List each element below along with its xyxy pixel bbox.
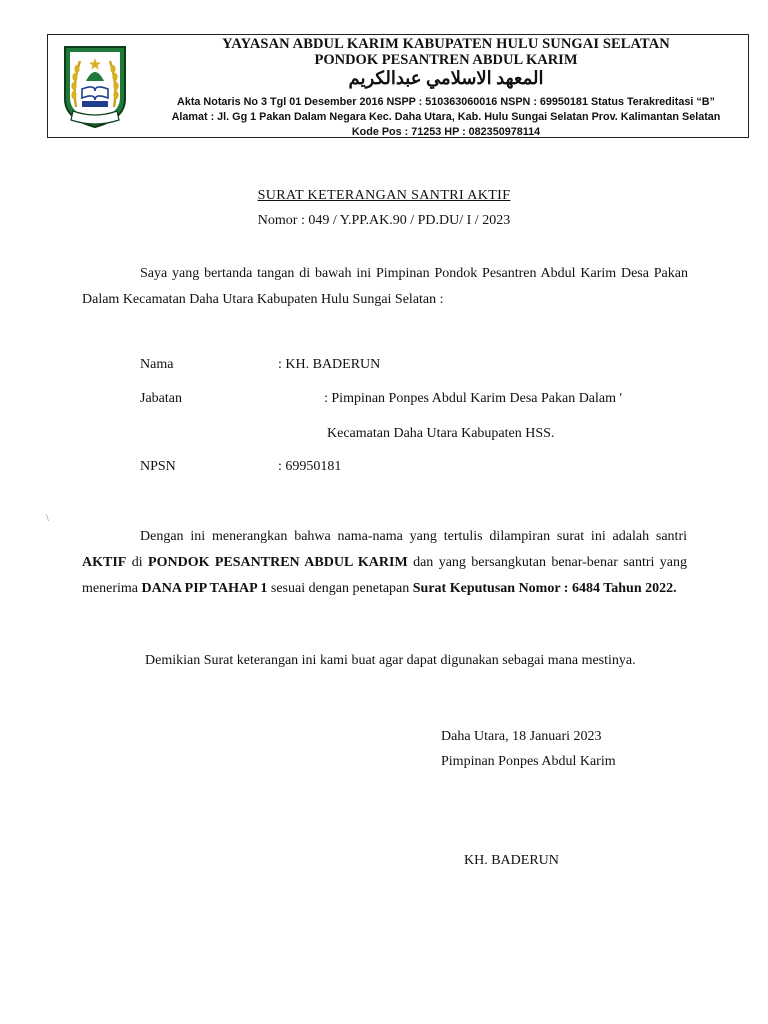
stray-mark: \ (46, 513, 49, 524)
arabic-school-name: المعهد الاسلامي عبدالكريم (348, 68, 544, 88)
npsn-label: NPSN (140, 459, 176, 474)
statement-paragraph (82, 524, 687, 602)
npsn-value: : 69950181 (278, 459, 342, 474)
address-info: Alamat : Jl. Gg 1 Pakan Dalam Negara Kec. Daha Utara, Kab. Hulu Sungai Selatan Prov. Kalimantan Selatan (171, 111, 721, 123)
name-value: : KH. BADERUN (278, 357, 381, 372)
signatory-name: KH. BADERUN (464, 853, 559, 868)
statement-text: sesuai dengan penetapan (267, 581, 413, 596)
statement-bold-fund: DANA PIP TAHAP 1 (141, 581, 268, 596)
letterhead (47, 34, 749, 138)
signature-position: Pimpinan Ponpes Abdul Karim (441, 754, 616, 769)
statement-bold-status: AKTIF (82, 555, 127, 570)
closing-sentence: Demikian Surat keterangan ini kami buat agar dapat digunakan sebagai mana mestinya. (145, 653, 636, 668)
statement-text: di (126, 555, 149, 570)
signature-place-date: Daha Utara, 18 Januari 2023 (441, 729, 602, 744)
statement-bold-school: PONDOK PESANTREN ABDUL KARIM (148, 555, 408, 570)
foundation-name: YAYASAN ABDUL KARIM KABUPATEN HULU SUNGAI SELATAN (222, 36, 670, 52)
statement-text: Dengan ini menerangkan bahwa nama-nama yang tertulis dilampiran surat ini adalah santri (140, 529, 687, 544)
document-title: SURAT KETERANGAN SANTRI AKTIF (257, 188, 511, 203)
intro-paragraph: Saya yang bertanda tangan di bawah ini Pimpinan Pondok Pesantren Abdul Karim Desa Pakan Dalam Kecamatan Daha Utara Kabupaten Hulu Sungai Selatan : (82, 266, 688, 307)
postal-info: Kode Pos : 71253 HP : 082350978114 (351, 126, 541, 138)
position-label: Jabatan (140, 391, 182, 406)
document-number: Nomor : 049 / Y.PP.AK.90 / PD.DU/ I / 2023 (257, 213, 511, 228)
notary-info: Akta Notaris No 3 Tgl 01 Desember 2016 NSPP : 510363060016 NSPN : 69950181 Status Terakreditasi “B” (177, 96, 715, 108)
statement-text: dan yang bersangkutan benar-benar santri yang menerima (82, 555, 688, 596)
name-label: Nama (140, 357, 174, 372)
position-value-continued: Kecamatan Daha Utara Kabupaten HSS. (327, 426, 555, 441)
foundation-logo (60, 41, 130, 129)
statement-bold-decree: Surat Keputusan Nomor : 6484 Tahun 2022. (412, 581, 677, 596)
school-name: PONDOK PESANTREN ABDUL KARIM (314, 52, 578, 68)
position-value: : Pimpinan Ponpes Abdul Karim Desa Pakan Dalam ' (324, 391, 623, 406)
